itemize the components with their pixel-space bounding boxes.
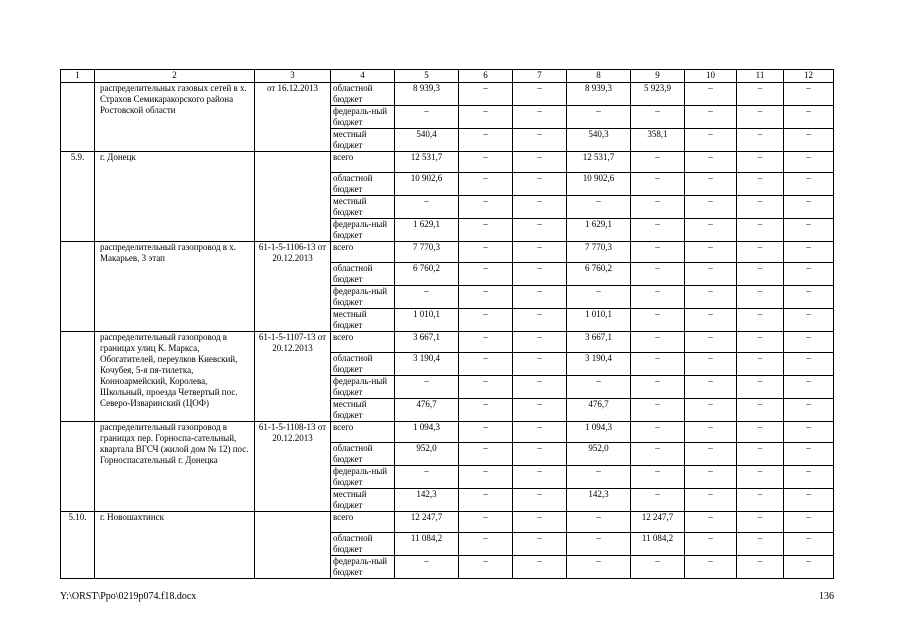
value-cell: – [459, 129, 513, 152]
funding-source: местный бюджет [331, 129, 395, 152]
value-cell: – [685, 129, 737, 152]
value-cell: 142,3 [395, 489, 459, 512]
value-cell: – [784, 219, 834, 242]
value-cell: – [459, 443, 513, 466]
value-cell: – [567, 286, 631, 309]
value-cell: – [784, 376, 834, 399]
value-cell: – [631, 466, 685, 489]
value-cell: 1 094,3 [567, 422, 631, 443]
value-cell: – [685, 152, 737, 173]
object-name: г. Донецк [95, 152, 255, 242]
value-cell: – [784, 286, 834, 309]
value-cell: – [513, 83, 567, 106]
value-cell: – [784, 129, 834, 152]
value-cell: – [567, 106, 631, 129]
value-cell: – [459, 533, 513, 556]
value-cell: – [784, 173, 834, 196]
value-cell: – [784, 399, 834, 422]
value-cell: – [631, 286, 685, 309]
value-cell: – [513, 196, 567, 219]
value-cell: – [631, 489, 685, 512]
value-cell: – [459, 399, 513, 422]
contract-code: от 16.12.2013 [255, 83, 331, 152]
value-cell: – [631, 106, 685, 129]
value-cell: – [784, 152, 834, 173]
object-name: распределительный газопровод в границах пер. Горноспа-сательный, квартала ВГСЧ (жилой дом № 12) пос. Горноспасательный г. Донецка [95, 422, 255, 512]
value-cell: – [513, 353, 567, 376]
funding-source: областной бюджет [331, 443, 395, 466]
value-cell: – [784, 512, 834, 533]
value-cell: – [737, 353, 784, 376]
value-cell: 1 010,1 [567, 309, 631, 332]
value-cell: – [737, 422, 784, 443]
value-cell: 1 094,3 [395, 422, 459, 443]
value-cell: – [631, 399, 685, 422]
value-cell: – [513, 309, 567, 332]
column-header: 1 [61, 70, 95, 83]
value-cell: – [513, 219, 567, 242]
funding-source: федераль-ный бюджет [331, 106, 395, 129]
table-row [61, 422, 834, 443]
value-cell: – [737, 152, 784, 173]
value-cell: – [513, 556, 567, 579]
funding-source: областной бюджет [331, 83, 395, 106]
value-cell: – [459, 489, 513, 512]
value-cell: 5 923,9 [631, 83, 685, 106]
value-cell: – [513, 152, 567, 173]
value-cell: – [631, 556, 685, 579]
value-cell: – [631, 196, 685, 219]
value-cell: – [631, 353, 685, 376]
object-name: г. Новошахтинск [95, 512, 255, 579]
value-cell: – [685, 489, 737, 512]
value-cell: – [784, 556, 834, 579]
value-cell: – [395, 466, 459, 489]
value-cell: – [737, 376, 784, 399]
contract-code: 61-1-5-1107-13 от 20.12.2013 [255, 332, 331, 422]
value-cell: – [685, 332, 737, 353]
value-cell: 1 010,1 [395, 309, 459, 332]
value-cell: – [631, 219, 685, 242]
value-cell: – [513, 422, 567, 443]
value-cell: – [685, 466, 737, 489]
value-cell: – [685, 106, 737, 129]
value-cell: – [459, 332, 513, 353]
value-cell: 1 629,1 [395, 219, 459, 242]
contract-code [255, 512, 331, 579]
value-cell: – [459, 173, 513, 196]
row-number [61, 83, 95, 152]
value-cell: – [459, 196, 513, 219]
column-header: 11 [737, 70, 784, 83]
value-cell: – [784, 443, 834, 466]
value-cell: – [685, 533, 737, 556]
value-cell: – [631, 443, 685, 466]
budget-table [60, 69, 834, 579]
column-header: 9 [631, 70, 685, 83]
value-cell: – [737, 512, 784, 533]
value-cell: – [737, 556, 784, 579]
value-cell: 12 531,7 [567, 152, 631, 173]
value-cell: – [685, 422, 737, 443]
value-cell: – [567, 376, 631, 399]
value-cell: 6 760,2 [567, 263, 631, 286]
value-cell: – [685, 286, 737, 309]
table-row [61, 83, 834, 106]
object-name: распределительный газопровод в х. Макарьев, 3 этап [95, 242, 255, 332]
value-cell: – [784, 83, 834, 106]
row-number: 5.9. [61, 152, 95, 242]
value-cell: – [685, 309, 737, 332]
value-cell: – [737, 129, 784, 152]
column-header: 3 [255, 70, 331, 83]
value-cell: – [513, 399, 567, 422]
value-cell: – [685, 376, 737, 399]
value-cell: – [395, 196, 459, 219]
value-cell: – [685, 399, 737, 422]
table-row [61, 512, 834, 533]
value-cell: – [685, 219, 737, 242]
value-cell: – [784, 533, 834, 556]
value-cell: 8 939,3 [395, 83, 459, 106]
value-cell: – [737, 173, 784, 196]
value-cell: 12 531,7 [395, 152, 459, 173]
value-cell: – [631, 376, 685, 399]
value-cell: – [631, 422, 685, 443]
value-cell: – [567, 556, 631, 579]
funding-source: всего [331, 332, 395, 353]
value-cell: – [459, 152, 513, 173]
value-cell: – [631, 152, 685, 173]
value-cell: 12 247,7 [395, 512, 459, 533]
value-cell: – [513, 129, 567, 152]
value-cell: – [784, 106, 834, 129]
footer-file-path: Y:\ORST\Ppo\0219p074.f18.docx [60, 591, 197, 602]
value-cell: – [513, 376, 567, 399]
value-cell: – [685, 242, 737, 263]
funding-source: всего [331, 422, 395, 443]
column-header: 10 [685, 70, 737, 83]
header-row [61, 70, 834, 83]
row-number [61, 422, 95, 512]
value-cell: – [737, 83, 784, 106]
funding-source: федераль-ный бюджет [331, 466, 395, 489]
value-cell: – [784, 309, 834, 332]
value-cell: 540,4 [395, 129, 459, 152]
funding-source: областной бюджет [331, 353, 395, 376]
funding-source: всего [331, 512, 395, 533]
value-cell: 7 770,3 [395, 242, 459, 263]
row-number [61, 332, 95, 422]
value-cell: – [737, 466, 784, 489]
column-header: 6 [459, 70, 513, 83]
value-cell: – [513, 489, 567, 512]
value-cell: – [395, 286, 459, 309]
value-cell: – [631, 332, 685, 353]
value-cell: 7 770,3 [567, 242, 631, 263]
value-cell: – [737, 332, 784, 353]
value-cell: – [459, 422, 513, 443]
table-row [61, 242, 834, 263]
value-cell: – [567, 533, 631, 556]
value-cell: – [737, 196, 784, 219]
value-cell: – [459, 309, 513, 332]
value-cell: 10 902,6 [395, 173, 459, 196]
funding-source: областной бюджет [331, 263, 395, 286]
funding-source: федераль-ный бюджет [331, 286, 395, 309]
value-cell: – [567, 512, 631, 533]
contract-code [255, 152, 331, 242]
funding-source: местный бюджет [331, 489, 395, 512]
value-cell: – [513, 106, 567, 129]
funding-source: местный бюджет [331, 309, 395, 332]
value-cell: – [737, 242, 784, 263]
value-cell: – [784, 466, 834, 489]
column-header: 4 [331, 70, 395, 83]
value-cell: – [737, 106, 784, 129]
value-cell: – [459, 376, 513, 399]
object-name: распределительных газовых сетей в х. Страхов Семикаракорского района Ростовской области [95, 83, 255, 152]
value-cell: – [513, 332, 567, 353]
row-number: 5.10. [61, 512, 95, 579]
value-cell: – [737, 489, 784, 512]
funding-source: областной бюджет [331, 533, 395, 556]
funding-source: федераль-ный бюджет [331, 556, 395, 579]
value-cell: – [631, 242, 685, 263]
value-cell: – [459, 263, 513, 286]
value-cell: – [395, 556, 459, 579]
value-cell: 11 084,2 [631, 533, 685, 556]
value-cell: – [513, 466, 567, 489]
row-number [61, 242, 95, 332]
value-cell: – [459, 83, 513, 106]
value-cell: – [685, 83, 737, 106]
value-cell: – [631, 263, 685, 286]
column-header: 12 [784, 70, 834, 83]
value-cell: – [784, 353, 834, 376]
value-cell: 3 667,1 [395, 332, 459, 353]
value-cell: – [459, 353, 513, 376]
value-cell: – [567, 466, 631, 489]
value-cell: – [784, 489, 834, 512]
funding-source: местный бюджет [331, 196, 395, 219]
value-cell: 952,0 [567, 443, 631, 466]
column-header: 7 [513, 70, 567, 83]
value-cell: – [737, 533, 784, 556]
value-cell: – [631, 173, 685, 196]
value-cell: – [631, 309, 685, 332]
value-cell: 8 939,3 [567, 83, 631, 106]
value-cell: 540,3 [567, 129, 631, 152]
value-cell: – [737, 263, 784, 286]
value-cell: – [784, 332, 834, 353]
value-cell: 476,7 [567, 399, 631, 422]
funding-source: всего [331, 242, 395, 263]
funding-source: федераль-ный бюджет [331, 376, 395, 399]
value-cell: – [685, 443, 737, 466]
funding-source: федераль-ный бюджет [331, 219, 395, 242]
value-cell: – [513, 443, 567, 466]
value-cell: 1 629,1 [567, 219, 631, 242]
value-cell: – [395, 106, 459, 129]
value-cell: – [395, 376, 459, 399]
table-row [61, 332, 834, 353]
value-cell: 3 190,4 [395, 353, 459, 376]
value-cell: – [784, 242, 834, 263]
table-row [61, 152, 834, 173]
value-cell: – [737, 309, 784, 332]
value-cell: – [459, 106, 513, 129]
value-cell: – [459, 219, 513, 242]
value-cell: – [459, 242, 513, 263]
value-cell: 10 902,6 [567, 173, 631, 196]
funding-source: областной бюджет [331, 173, 395, 196]
value-cell: – [737, 286, 784, 309]
funding-source: всего [331, 152, 395, 173]
value-cell: – [685, 556, 737, 579]
value-cell: – [459, 556, 513, 579]
value-cell: – [513, 512, 567, 533]
value-cell: – [784, 196, 834, 219]
column-header: 8 [567, 70, 631, 83]
value-cell: – [513, 173, 567, 196]
value-cell: – [737, 443, 784, 466]
value-cell: 11 084,2 [395, 533, 459, 556]
value-cell: – [513, 533, 567, 556]
value-cell: 3 667,1 [567, 332, 631, 353]
object-name: распределительный газопровод в границах улиц К. Маркса, Обогатителей, переулков Киевский, Кочубея, 5-я пя-тилетка, Конноармейский, Королева, Школьный, проезда Четвертый пос. Северо-Изваринский (ЦОФ) [95, 332, 255, 422]
value-cell: – [685, 196, 737, 219]
column-header: 5 [395, 70, 459, 83]
page-number: 136 [819, 591, 834, 602]
value-cell: – [685, 173, 737, 196]
value-cell: – [685, 353, 737, 376]
value-cell: – [737, 399, 784, 422]
value-cell: – [459, 286, 513, 309]
value-cell: – [513, 242, 567, 263]
value-cell: 6 760,2 [395, 263, 459, 286]
value-cell: – [737, 219, 784, 242]
value-cell: – [459, 512, 513, 533]
contract-code: 61-1-5-1108-13 от 20.12.2013 [255, 422, 331, 512]
value-cell: 142,3 [567, 489, 631, 512]
value-cell: – [567, 196, 631, 219]
funding-source: местный бюджет [331, 399, 395, 422]
value-cell: 952,0 [395, 443, 459, 466]
value-cell: – [685, 512, 737, 533]
value-cell: – [784, 263, 834, 286]
column-header: 2 [95, 70, 255, 83]
value-cell: – [459, 466, 513, 489]
value-cell: – [685, 263, 737, 286]
value-cell: – [513, 263, 567, 286]
value-cell: 476,7 [395, 399, 459, 422]
value-cell: 3 190,4 [567, 353, 631, 376]
value-cell: 12 247,7 [631, 512, 685, 533]
value-cell: – [784, 422, 834, 443]
value-cell: – [513, 286, 567, 309]
contract-code: 61-1-5-1106-13 от 20.12.2013 [255, 242, 331, 332]
value-cell: 358,1 [631, 129, 685, 152]
